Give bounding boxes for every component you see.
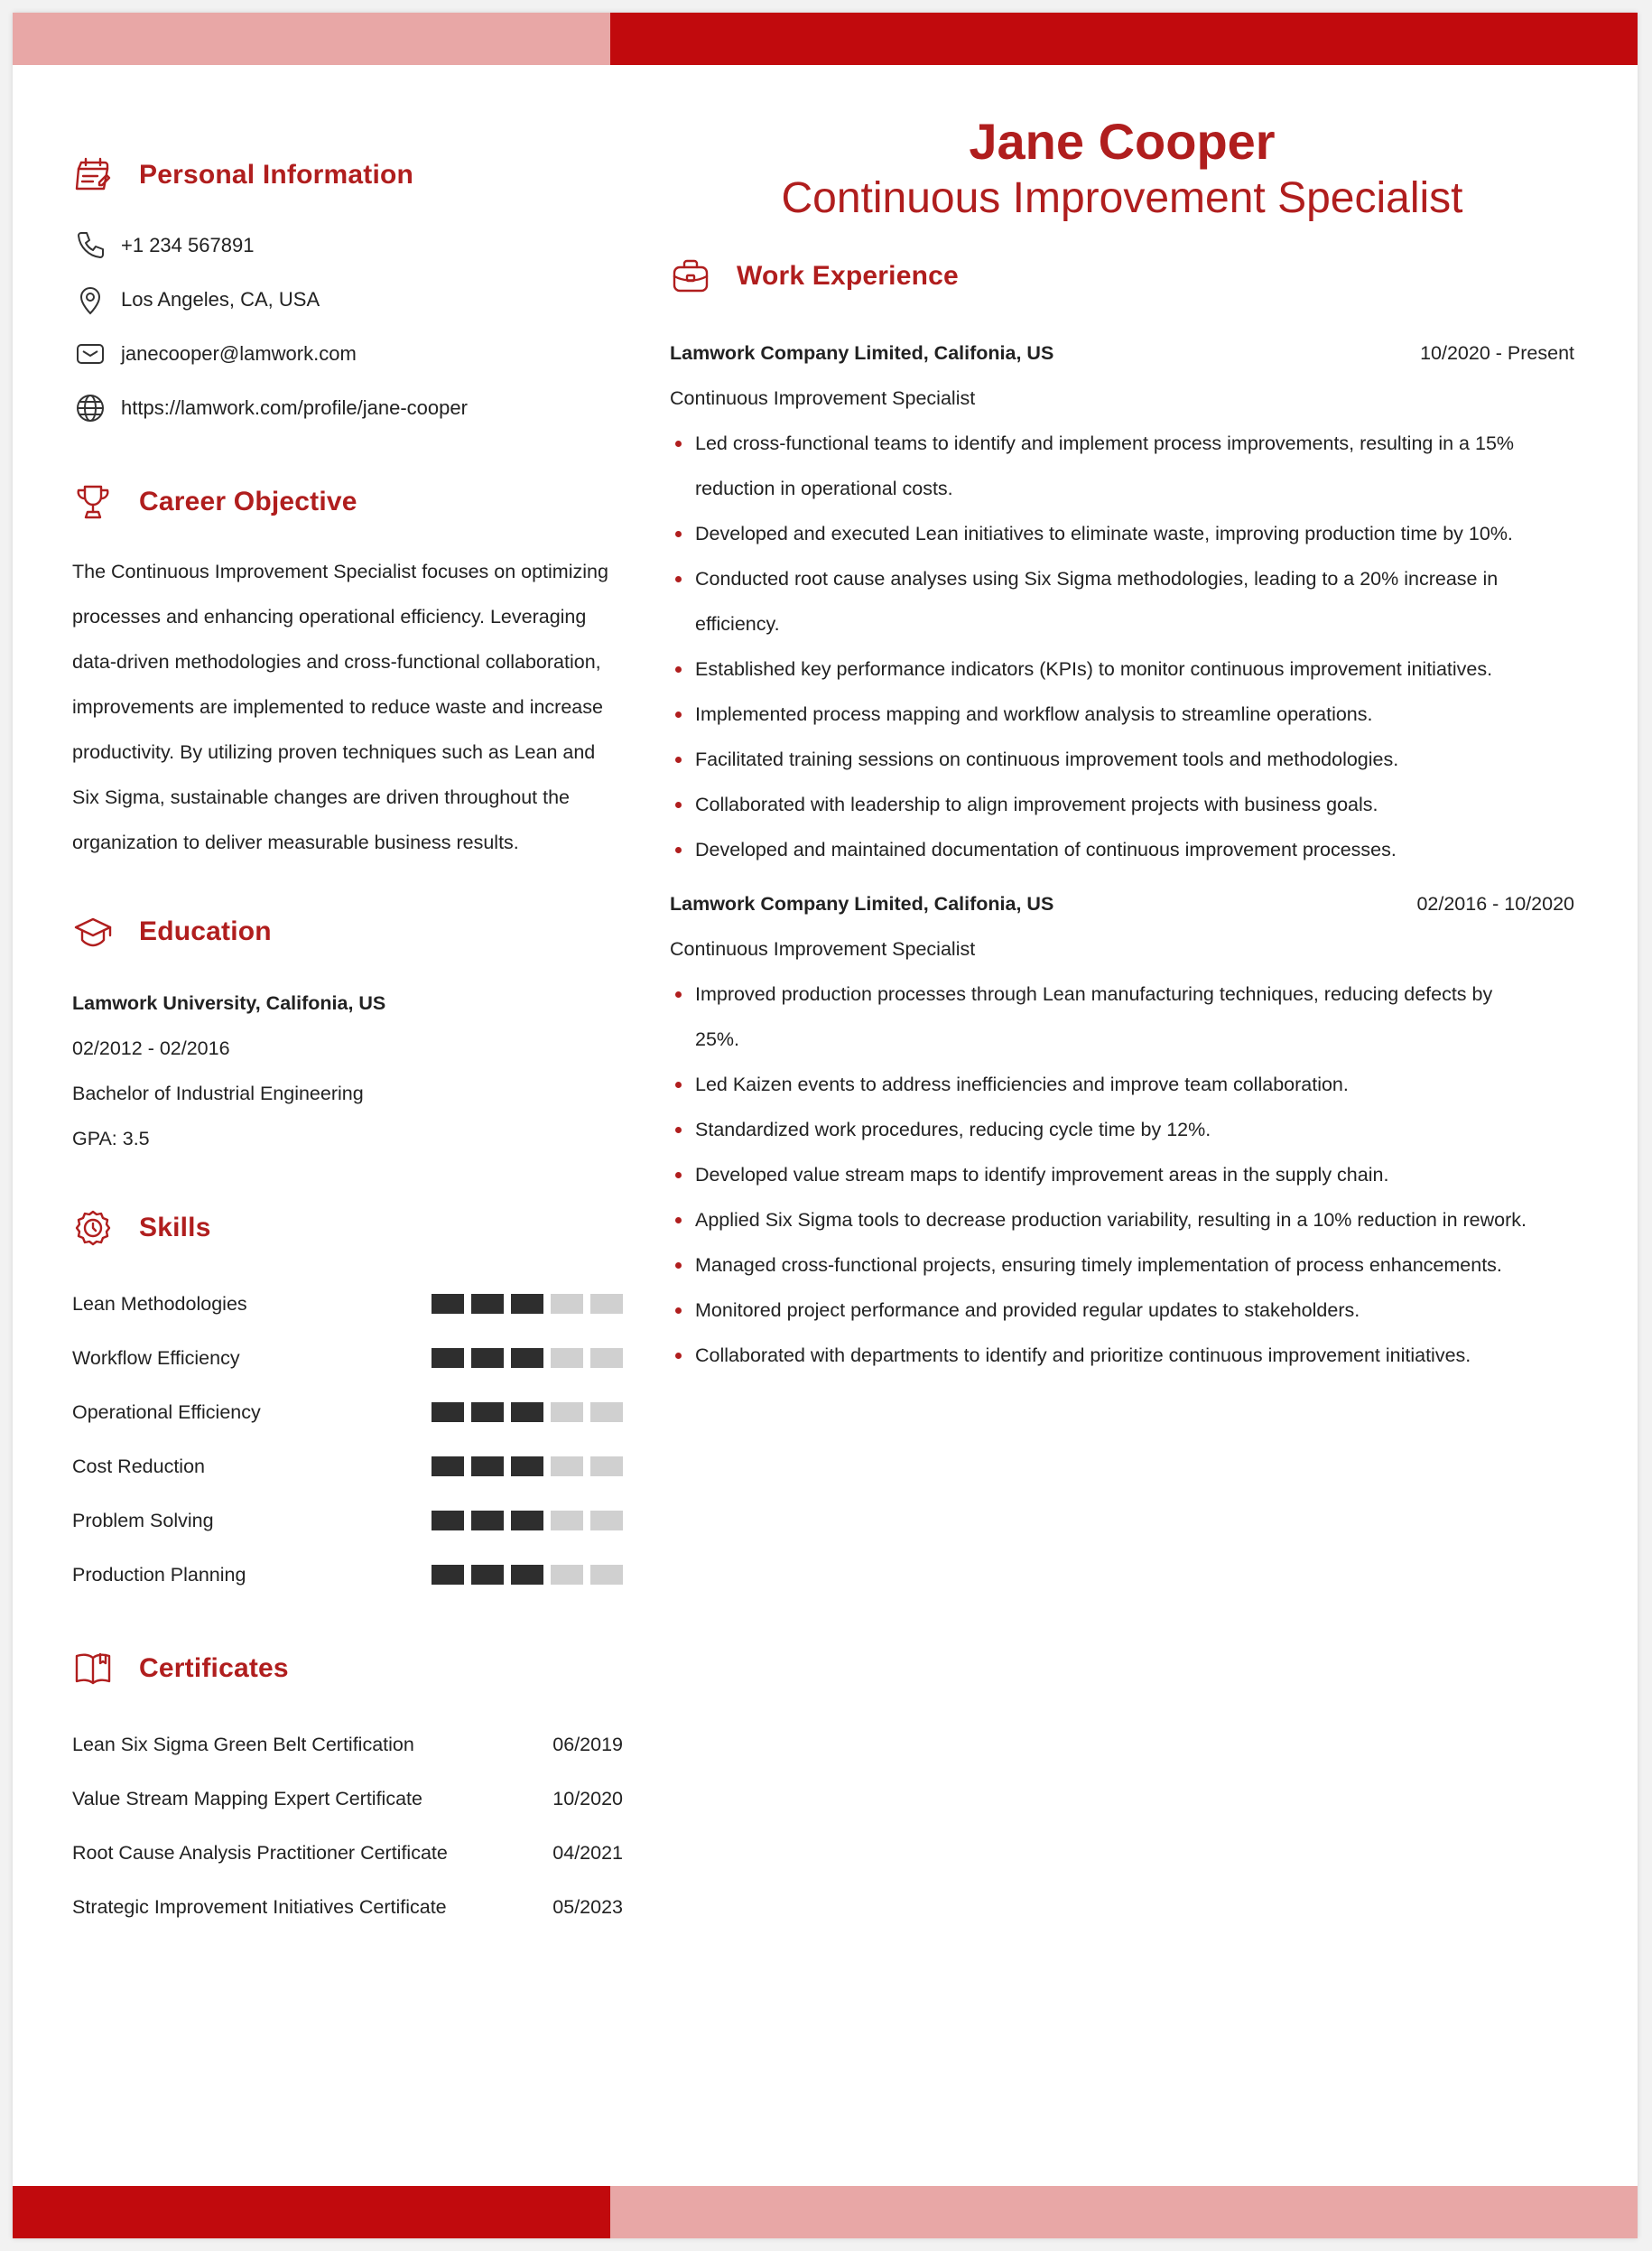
job-bullets bbox=[670, 421, 1574, 872]
skills-list bbox=[72, 1277, 623, 1602]
section-header bbox=[72, 148, 623, 202]
job-bullet: Developed and maintained documentation of continuous improvement processes. bbox=[670, 827, 1574, 872]
certificate-date: 06/2019 bbox=[552, 1733, 623, 1755]
phone-icon bbox=[72, 228, 108, 264]
school-name: Lamwork University, Califonia, US bbox=[72, 992, 386, 1014]
certificate-row bbox=[72, 1717, 623, 1772]
certificate-row bbox=[72, 1826, 623, 1880]
job-bullet: Collaborated with departments to identify and prioritize continuous improvement initiatives. bbox=[670, 1333, 1574, 1378]
job-bullet: Monitored project performance and provided regular updates to stakeholders. bbox=[670, 1288, 1574, 1333]
skill-row bbox=[72, 1548, 623, 1602]
calendar-edit-icon bbox=[72, 154, 114, 196]
section-header bbox=[72, 1201, 623, 1255]
bottom-band-dark bbox=[13, 2186, 610, 2238]
rating-block-filled bbox=[511, 1565, 543, 1585]
contact-list bbox=[72, 219, 623, 435]
rating-block-filled bbox=[471, 1565, 504, 1585]
skill-rating bbox=[432, 1348, 623, 1368]
job-header bbox=[670, 330, 1574, 376]
location-text: Los Angeles, CA, USA bbox=[121, 288, 320, 311]
section-title: Skills bbox=[139, 1213, 211, 1242]
bottom-band-light bbox=[610, 2186, 1638, 2238]
book-icon bbox=[72, 1648, 114, 1689]
rating-block-filled bbox=[432, 1348, 464, 1368]
job-dates: 02/2016 - 10/2020 bbox=[1416, 893, 1574, 915]
rating-block-filled bbox=[432, 1402, 464, 1422]
rating-block-empty bbox=[551, 1348, 583, 1368]
skill-rating bbox=[432, 1511, 623, 1530]
rating-block-filled bbox=[471, 1456, 504, 1476]
job-bullet: Established key performance indicators (KPIs) to monitor continuous improvement initiatives. bbox=[670, 646, 1574, 692]
trophy-icon bbox=[72, 481, 114, 523]
rating-block-empty bbox=[590, 1565, 623, 1585]
rating-block-filled bbox=[511, 1456, 543, 1476]
job-entry bbox=[670, 330, 1574, 872]
skill-name: Cost Reduction bbox=[72, 1455, 205, 1477]
rating-block-empty bbox=[590, 1294, 623, 1314]
skill-name: Problem Solving bbox=[72, 1509, 214, 1531]
briefcase-icon bbox=[670, 256, 711, 297]
rating-block-filled bbox=[511, 1348, 543, 1368]
skill-rating bbox=[432, 1294, 623, 1314]
rating-block-filled bbox=[511, 1294, 543, 1314]
certificate-date: 10/2020 bbox=[552, 1787, 623, 1809]
skills-section bbox=[72, 1201, 623, 1602]
job-entry bbox=[670, 881, 1574, 1378]
gear-icon bbox=[72, 1207, 114, 1249]
section-header bbox=[72, 905, 623, 959]
job-bullet: Conducted root cause analyses using Six Sigma methodologies, leading to a 20% increase in efficiency. bbox=[670, 556, 1574, 646]
left-column bbox=[72, 148, 623, 1934]
degree: Bachelor of Industrial Engineering bbox=[72, 1083, 364, 1104]
right-column bbox=[670, 112, 1574, 1378]
contact-phone bbox=[72, 219, 623, 273]
location-pin-icon bbox=[72, 282, 108, 318]
job-bullet: Standardized work procedures, reducing cycle time by 12%. bbox=[670, 1107, 1574, 1152]
rating-block-filled bbox=[471, 1294, 504, 1314]
graduation-cap-icon bbox=[72, 911, 114, 953]
certificate-name: Root Cause Analysis Practitioner Certificate bbox=[72, 1841, 448, 1864]
section-title: Education bbox=[139, 916, 272, 946]
mail-icon bbox=[72, 336, 108, 372]
certificate-row bbox=[72, 1772, 623, 1826]
rating-block-empty bbox=[551, 1294, 583, 1314]
job-dates: 10/2020 - Present bbox=[1420, 342, 1574, 364]
job-title: Continuous Improvement Specialist bbox=[670, 387, 976, 409]
rating-block-empty bbox=[590, 1402, 623, 1422]
section-title: Career Objective bbox=[139, 487, 357, 516]
section-title: Personal Information bbox=[139, 160, 414, 190]
section-title: Certificates bbox=[139, 1653, 289, 1683]
rating-block-filled bbox=[471, 1402, 504, 1422]
job-bullet: Developed value stream maps to identify improvement areas in the supply chain. bbox=[670, 1152, 1574, 1197]
rating-block-filled bbox=[432, 1294, 464, 1314]
rating-block-filled bbox=[511, 1402, 543, 1422]
job-bullet: Facilitated training sessions on continuous improvement tools and methodologies. bbox=[670, 737, 1574, 782]
section-header bbox=[670, 249, 1574, 303]
education-entry bbox=[72, 981, 623, 1161]
section-header bbox=[72, 475, 623, 529]
jobs-list bbox=[670, 330, 1574, 1378]
rating-block-empty bbox=[551, 1402, 583, 1422]
section-title: Work Experience bbox=[737, 261, 959, 291]
skill-rating bbox=[432, 1402, 623, 1422]
job-bullets bbox=[670, 972, 1574, 1378]
job-bullet: Improved production processes through Lean manufacturing techniques, reducing defects by 25%. bbox=[670, 972, 1574, 1062]
gpa: GPA: 3.5 bbox=[72, 1128, 150, 1149]
rating-block-filled bbox=[432, 1511, 464, 1530]
job-bullet: Led cross-functional teams to identify and implement process improvements, resulting in a 15% reduction in operational costs. bbox=[670, 421, 1574, 511]
rating-block-empty bbox=[551, 1511, 583, 1530]
rating-block-filled bbox=[432, 1456, 464, 1476]
skill-name: Workflow Efficiency bbox=[72, 1346, 240, 1369]
contact-email bbox=[72, 327, 623, 381]
certificate-row bbox=[72, 1880, 623, 1934]
objective-text: The Continuous Improvement Specialist focuses on optimizing processes and enhancing operational efficiency. Leveraging data-driven methodologies and cross-functional collaboration, improvements are implemented to reduce waste and increase productivity. By utilizing proven techniques such as Lean and Six Sigma, sustainable changes are driven throughout the organization to deliver measurable business results. bbox=[72, 561, 608, 853]
certificate-name: Lean Six Sigma Green Belt Certification bbox=[72, 1733, 414, 1755]
skill-row bbox=[72, 1385, 623, 1439]
skill-row bbox=[72, 1439, 623, 1493]
education-dates: 02/2012 - 02/2016 bbox=[72, 1037, 230, 1059]
skill-name: Operational Efficiency bbox=[72, 1400, 261, 1423]
certificates-section bbox=[72, 1642, 623, 1934]
skill-rating bbox=[432, 1456, 623, 1476]
job-title: Continuous Improvement Specialist bbox=[670, 938, 976, 960]
rating-block-filled bbox=[471, 1511, 504, 1530]
skill-rating bbox=[432, 1565, 623, 1585]
globe-icon bbox=[72, 390, 108, 426]
rating-block-empty bbox=[551, 1565, 583, 1585]
top-band-light bbox=[13, 13, 610, 65]
rating-block-empty bbox=[590, 1511, 623, 1530]
education-section bbox=[72, 905, 623, 1161]
personal-info-section bbox=[72, 148, 623, 435]
job-bullet: Developed and executed Lean initiatives to eliminate waste, improving production time by 10%. bbox=[670, 511, 1574, 556]
certificate-name: Value Stream Mapping Expert Certificate bbox=[72, 1787, 422, 1809]
section-header bbox=[72, 1642, 623, 1696]
top-band-dark bbox=[610, 13, 1638, 65]
candidate-title: Continuous Improvement Specialist bbox=[781, 174, 1463, 222]
skill-row bbox=[72, 1277, 623, 1331]
skill-row bbox=[72, 1493, 623, 1548]
rating-block-empty bbox=[590, 1456, 623, 1476]
certificate-name: Strategic Improvement Initiatives Certificate bbox=[72, 1895, 447, 1918]
rating-block-filled bbox=[471, 1348, 504, 1368]
rating-block-filled bbox=[432, 1565, 464, 1585]
certificate-date: 05/2023 bbox=[552, 1895, 623, 1918]
job-header bbox=[670, 881, 1574, 926]
work-experience-section bbox=[670, 249, 1574, 1378]
contact-location bbox=[72, 273, 623, 327]
career-objective-section bbox=[72, 475, 623, 865]
rating-block-empty bbox=[551, 1456, 583, 1476]
job-bullet: Collaborated with leadership to align improvement projects with business goals. bbox=[670, 782, 1574, 827]
phone-text[interactable]: +1 234 567891 bbox=[121, 234, 255, 256]
website-link[interactable]: https://lamwork.com/profile/jane-cooper bbox=[121, 396, 468, 419]
job-company: Lamwork Company Limited, Califonia, US bbox=[670, 342, 1054, 364]
job-bullet: Led Kaizen events to address inefficiencies and improve team collaboration. bbox=[670, 1062, 1574, 1107]
job-bullet: Applied Six Sigma tools to decrease production variability, resulting in a 10% reduction in rework. bbox=[670, 1197, 1574, 1242]
certificate-date: 04/2021 bbox=[552, 1841, 623, 1864]
contact-website bbox=[72, 381, 623, 435]
rating-block-empty bbox=[590, 1348, 623, 1368]
skill-name: Lean Methodologies bbox=[72, 1292, 247, 1315]
certificates-list bbox=[72, 1717, 623, 1934]
job-company: Lamwork Company Limited, Califonia, US bbox=[670, 893, 1054, 915]
email-text[interactable]: janecooper@lamwork.com bbox=[121, 342, 357, 365]
skill-row bbox=[72, 1331, 623, 1385]
resume-page bbox=[13, 13, 1638, 2238]
skill-name: Production Planning bbox=[72, 1563, 246, 1586]
candidate-name: Jane Cooper bbox=[969, 113, 1276, 170]
rating-block-filled bbox=[511, 1511, 543, 1530]
job-bullet: Managed cross-functional projects, ensuring timely implementation of process enhancements. bbox=[670, 1242, 1574, 1288]
job-bullet: Implemented process mapping and workflow analysis to streamline operations. bbox=[670, 692, 1574, 737]
